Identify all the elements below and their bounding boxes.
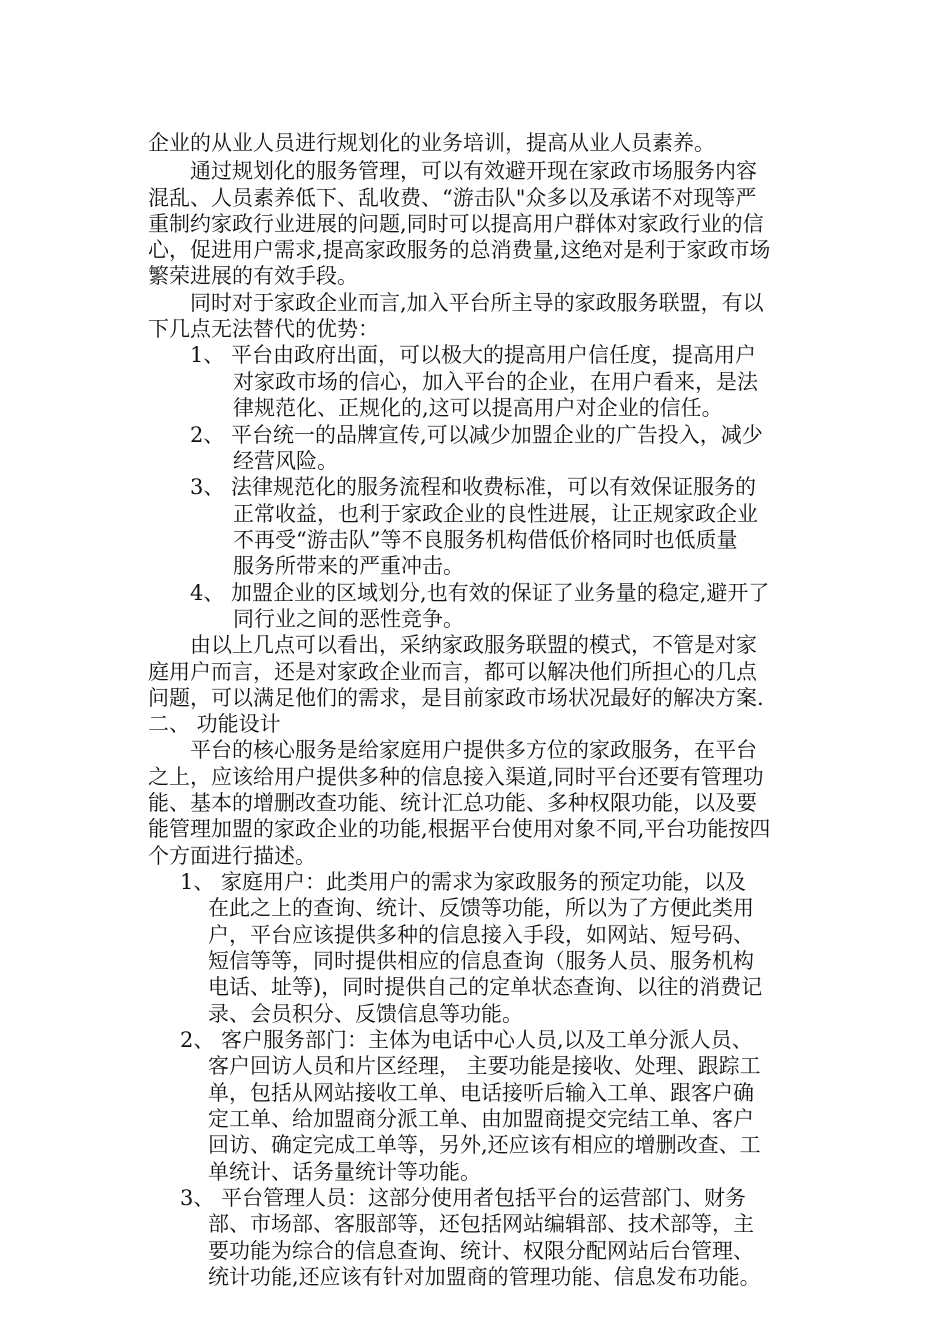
text-line: 混乱、人员素养低下、乱收费、“游击队"众多以及承诺不对现等严 xyxy=(148,186,757,210)
text-line: 单统计、话务量统计等功能。 xyxy=(208,1160,481,1184)
text-line: 1、 家庭用户：此类用户的需求为家政服务的预定功能，以及 xyxy=(180,870,747,894)
text-line: 重制约家政行业进展的问题,同时可以提高用户群体对家政行业的信 xyxy=(148,212,764,236)
text-line: 客户回访人员和片区经理， 主要功能是接收、处理、跟踪工 xyxy=(208,1054,761,1078)
text-line: 同时对于家政企业而言,加入平台所主导的家政服务联盟，有以 xyxy=(190,291,764,315)
text-line: 律规范化、正规化的,这可以提高用户对企业的信任。 xyxy=(233,396,723,420)
text-line: 之上，应该给用户提供多种的信息接入渠道,同时平台还要有管理功 xyxy=(148,765,764,789)
text-line: 能、基本的增删改查功能、统计汇总功能、多种权限功能，以及要 xyxy=(148,791,757,815)
text-line: 问题，可以满足他们的需求，是目前家政市场状况最好的解决方案. xyxy=(148,686,764,710)
text-line: 在此之上的查询、统计、反馈等功能，所以为了方便此类用 xyxy=(208,896,754,920)
text-line: 繁荣进展的有效手段。 xyxy=(148,264,358,288)
text-line: 1、 平台由政府出面，可以极大的提高用户信任度，提高用户 xyxy=(190,343,757,367)
text-line: 回访、确定完成工单等，另外,还应该有相应的增删改查、工 xyxy=(208,1133,761,1157)
text-line: 短信等等，同时提供相应的信息查询（服务人员、服务机构 xyxy=(208,949,754,973)
text-line: 对家政市场的信心，加入平台的企业，在用户看来，是法 xyxy=(233,370,758,394)
text-line: 录、会员积分、反馈信息等功能。 xyxy=(208,1002,523,1026)
text-line: 企业的从业人员进行规划化的业务培训，提高从业人员素养。 xyxy=(148,131,715,155)
text-line: 服务所带来的严重冲击。 xyxy=(233,554,464,578)
text-line: 心，促进用户需求,提高家政服务的总消费量,这绝对是利于家政市场 xyxy=(148,238,771,262)
text-line: 3、 法律规范化的服务流程和收费标准，可以有效保证服务的 xyxy=(190,475,757,499)
text-line: 庭用户而言，还是对家政企业而言，都可以解决他们所担心的几点 xyxy=(148,660,757,684)
text-line: 户，平台应该提供多种的信息接入手段，如网站、短号码、 xyxy=(208,923,754,947)
text-line: 能管理加盟的家政企业的功能,根据平台使用对象不同,平台功能按四 xyxy=(148,817,771,841)
text-line: 2、 平台统一的品牌宣传,可以减少加盟企业的广告投入，减少 xyxy=(190,423,763,447)
text-line: 电话、址等)，同时提供自己的定单状态查询、以往的消费记 xyxy=(208,975,763,999)
text-line: 3、 平台管理人员：这部分使用者包括平台的运营部门、财务 xyxy=(180,1186,747,1210)
text-line: 单，包括从网站接收工单、电话接听后输入工单、跟客户确 xyxy=(208,1081,754,1105)
text-line: 二、 功能设计 xyxy=(148,712,281,736)
text-line: 由以上几点可以看出，采纳家政服务联盟的模式，不管是对家 xyxy=(190,633,757,657)
text-line: 经营风险。 xyxy=(233,449,338,473)
text-line: 同行业之间的恶性竞争。 xyxy=(233,607,464,631)
text-line: 定工单、给加盟商分派工单、由加盟商提交完结工单、客户 xyxy=(208,1107,754,1131)
text-line: 正常收益，也利于家政企业的良性进展，让正规家政企业 xyxy=(233,502,758,526)
text-line: 不再受“游击队”等不良服务机构借低价格同时也低质量 xyxy=(233,528,738,552)
text-line: 平台的核心服务是给家庭用户提供多方位的家政服务，在平台 xyxy=(190,738,757,762)
text-line: 个方面进行描述。 xyxy=(148,844,316,868)
text-line: 统计功能,还应该有针对加盟商的管理功能、信息发布功能。 xyxy=(208,1265,761,1289)
text-line: 下几点无法替代的优势： xyxy=(148,317,379,341)
text-line: 要功能为综合的信息查询、统计、权限分配网站后台管理、 xyxy=(208,1239,754,1263)
text-line: 4、 加盟企业的区域划分,也有效的保证了业务量的稳定,避开了 xyxy=(190,581,770,605)
text-line: 部、市场部、客服部等，还包括网站编辑部、技术部等，主 xyxy=(208,1212,754,1236)
text-line: 通过规划化的服务管理，可以有效避开现在家政市场服务内容 xyxy=(190,159,757,183)
text-line: 2、 客户服务部门：主体为电话中心人员,以及工单分派人员、 xyxy=(180,1028,753,1052)
